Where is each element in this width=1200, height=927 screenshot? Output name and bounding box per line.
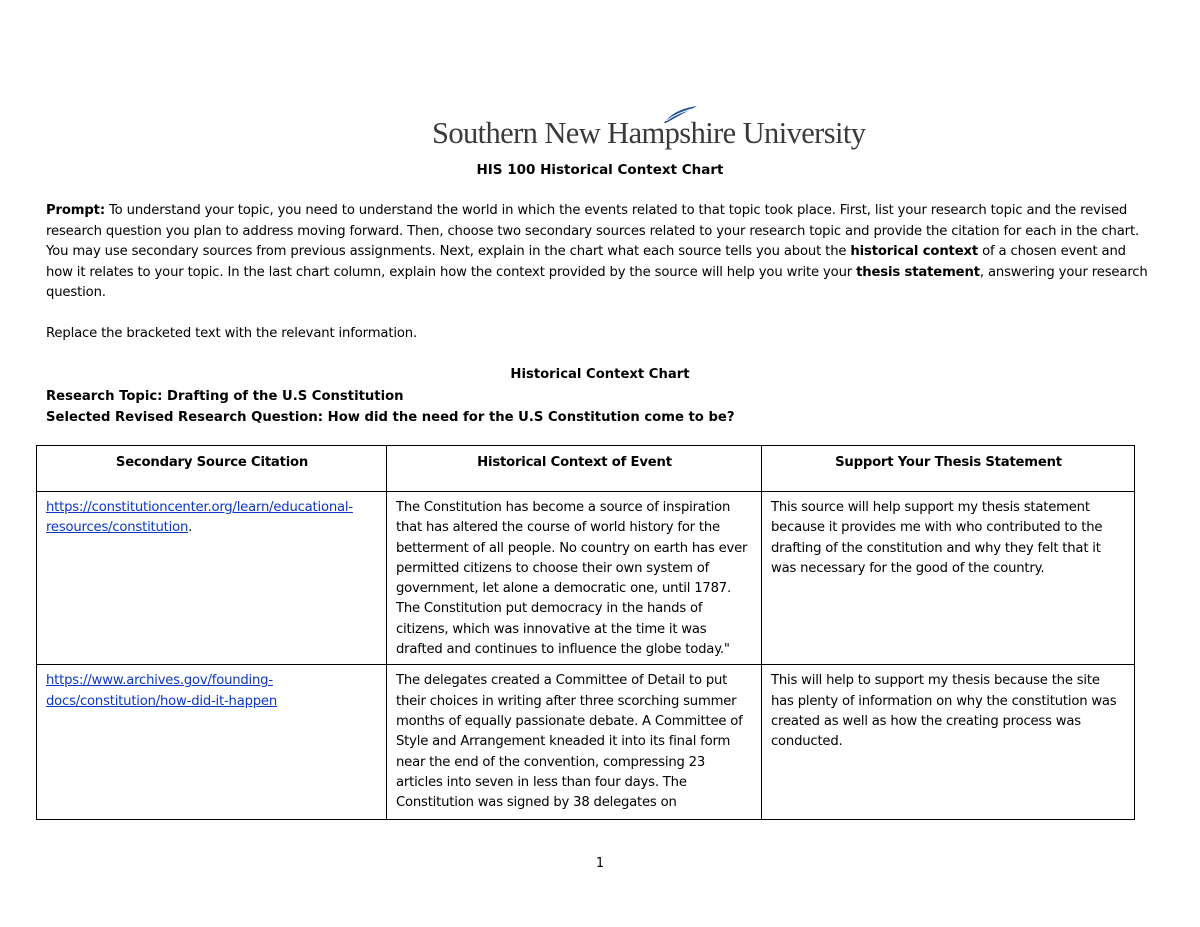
citation-link[interactable]: https://www.archives.gov/founding-docs/constitution/how-did-it-happen	[46, 673, 277, 709]
quill-icon	[642, 106, 702, 126]
citation-cell	[37, 492, 387, 665]
support-cell: This will help to support my thesis because the site has plenty of information on why the constitution was created as well as how the creating process was conducted.	[762, 665, 1135, 820]
prompt-text-3: , answering your research question.	[46, 264, 1148, 300]
header-context: Historical Context of Event	[387, 446, 762, 492]
support-cell: This source will help support my thesis statement because it provides me with who contributed to the drafting of the constitution and why they felt that it was necessary for the good of the country.	[762, 492, 1135, 665]
context-cell: The Constitution has become a source of inspiration that has altered the course of world history for the betterment of all people. No country on earth has ever permitted citizens to choose their own system of government, let alone a democratic one, until 1787. The Constitution put democracy in the hands of citizens, which was innovative at the time it was drafted and continues to influence the globe today."	[387, 492, 762, 665]
table-header-row	[37, 446, 1135, 492]
replace-instruction: Replace the bracketed text with the relevant information.	[46, 326, 418, 341]
citation-cell	[37, 665, 387, 820]
context-cell: The delegates created a Committee of Detail to put their choices in writing after three scorching summer months of equally passionate debate. A Committee of Style and Arrangement kneaded it into its final form near the end of the convention, compressing 23 articles into seven in less than four days. The Constitution was signed by 38 delegates on	[387, 665, 762, 820]
prompt-text-2: of a chosen event and how it relates to your topic. In the last chart column, explain how the context provided by the source will help you write your	[46, 244, 1126, 280]
page-number: 1	[595, 856, 605, 871]
prompt-paragraph	[46, 201, 1156, 304]
prompt-bold-thesis-statement: thesis statement	[856, 264, 980, 280]
citation-suffix: .	[188, 520, 193, 536]
university-logo	[432, 106, 866, 152]
table-row	[37, 665, 1135, 820]
research-topic: Research Topic: Drafting of the U.S Constitution	[46, 389, 404, 404]
citation-link[interactable]: https://constitutioncenter.org/learn/educational-resources/constitution	[46, 500, 353, 536]
prompt-label: Prompt:	[46, 203, 105, 218]
historical-context-table	[36, 445, 1135, 820]
header-thesis-support: Support Your Thesis Statement	[762, 446, 1135, 492]
research-info	[46, 387, 735, 428]
header-citation: Secondary Source Citation	[37, 446, 387, 492]
prompt-text-1: To understand your topic, you need to understand the world in which the events related to that topic took place. First, list your research topic and the revised research question you plan to address moving forward. Then, choose two secondary sources related to your research topic and provide the citation for each in the chart. You may use secondary sources from previous assignments. Next, explain in the chart what each source tells you about the	[46, 203, 1140, 259]
table-row	[37, 492, 1135, 665]
university-logo-text: Southern New Hampshire University	[432, 116, 866, 150]
research-question: Selected Revised Research Question: How did the need for the U.S Constitution come to be?	[46, 409, 735, 425]
chart-heading: Historical Context Chart	[510, 367, 690, 382]
document-title: HIS 100 Historical Context Chart	[476, 162, 724, 178]
prompt-bold-historical-context: historical context	[850, 244, 979, 259]
